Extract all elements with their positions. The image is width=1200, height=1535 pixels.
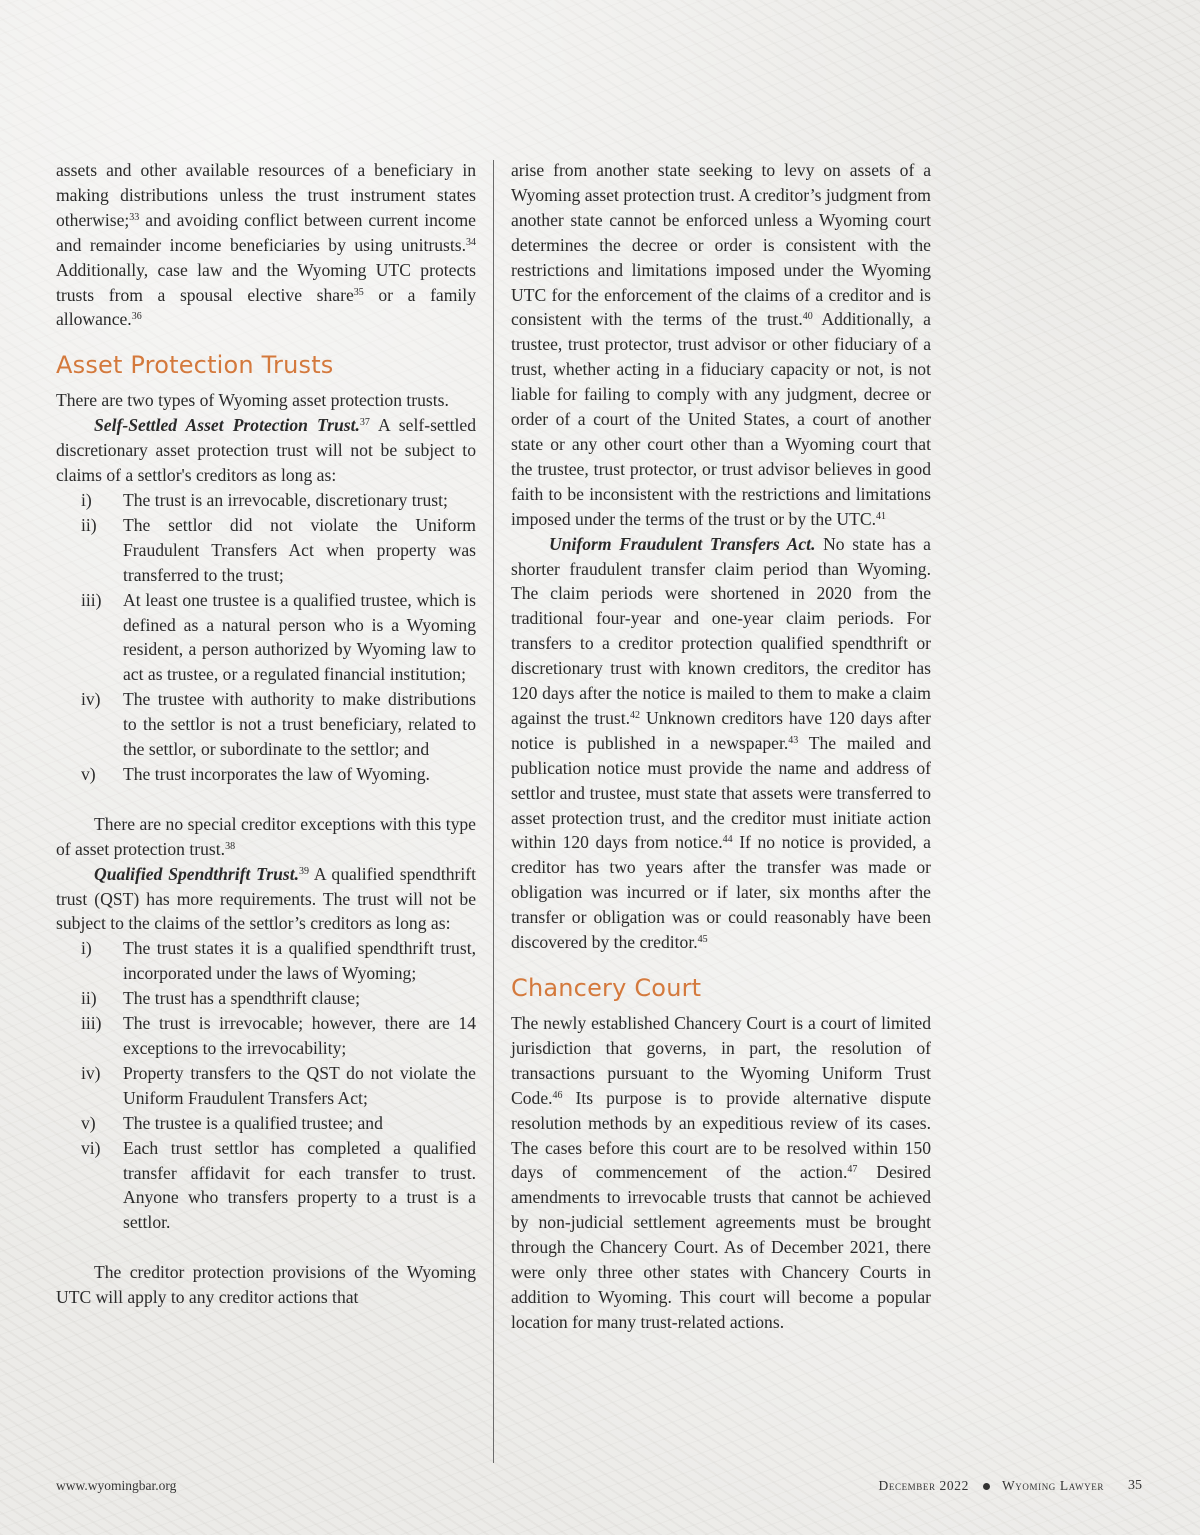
- list-item: v) The trustee is a qualified trustee; and: [81, 1112, 383, 1133]
- chancery-paragraph: The newly established Chancery Court is a court of limited jurisdiction that governs, in part, the resolution of transactions pursuant to the Wyoming Uniform Trust Code.$^{46}$ Its purpose is to provide alternative dispute resolution methods by an expeditious review of its cases. The cases before this court are to be resolved within 150 days of commencement of the action.$^{47}$ Desired amendments to irrevocable trusts that cannot be achieved by non-judicial settlement agreements must be brought through the Chancery Court. As of December 2021, there were only three other states with Chancery Courts in addition to Wyoming. This court will become a popular location for many trust-related actions.: [511, 1013, 931, 1332]
- section-heading-chancery-court: Chancery Court: [511, 974, 702, 1002]
- footnote-ref: 35: [353, 286, 364, 298]
- list-item: i) The trust states it is a qualified spendthrift trust, incorporated under the laws of Wyoming;: [81, 938, 476, 984]
- footnote-ref: 40: [802, 311, 813, 323]
- footnote-ref: 39: [299, 865, 310, 877]
- list-item: i) The trust is an irrevocable, discretionary trust;: [81, 489, 448, 510]
- footnote-ref: 37: [359, 417, 370, 429]
- no-exceptions-paragraph: There are no special creditor exceptions with this type of asset protection trust.$^{38}$: [56, 813, 476, 859]
- footnote-ref: 47: [847, 1164, 858, 1176]
- footer-url[interactable]: www.wyomingbar.org: [56, 1478, 177, 1493]
- list-item: iv) The trustee with authority to make distributions to the settlor is not a trust beneficiary, related to the settlor, or subordinate to the settlor; and: [81, 689, 476, 760]
- ssapt-title: Self-Settled Asset Protection Trust.: [94, 415, 360, 436]
- section-heading-asset-protection: Asset Protection Trusts: [56, 351, 334, 380]
- footnote-ref: 33: [129, 211, 140, 223]
- list-item: iv) Property transfers to the QST do not violate the Uniform Fraudulent Transfers Act;: [81, 1062, 476, 1108]
- footnote-ref: 34: [466, 236, 476, 248]
- list-item: ii) The settlor did not violate the Uniform Fraudulent Transfers Act when property was transferred to the trust;: [81, 514, 476, 585]
- qst-title: Qualified Spendthrift Trust.: [94, 863, 300, 884]
- intro-paragraph: assets and other available resources of a beneficiary in making distributions unless the trust instrument states otherwise;$^{33}$ and avoiding conflict between current income and remainder income beneficiaries by using unitrusts.$^{34}$ Additionally, case law and the Wyoming UTC protects trusts from a spousal elective share$^{35}$ or a family allowance.$^{36}$: [56, 160, 476, 330]
- left-column: [56, 158, 476, 1310]
- footnote-ref: 42: [630, 709, 640, 721]
- footer-issue-info: [879, 1478, 1142, 1494]
- footnote-ref: 38: [225, 840, 236, 852]
- ufta-title: Uniform Fraudulent Transfers Act.: [549, 533, 816, 554]
- footnote-ref: 43: [788, 734, 799, 746]
- column-divider: [493, 160, 494, 1463]
- footnote-ref: 36: [131, 311, 142, 323]
- bullet-separator: [983, 1483, 990, 1490]
- list-item: ii) The trust has a spendthrift clause;: [81, 988, 360, 1009]
- qst-paragraph: Qualified Spendthrift Trust.$^{39}$ A qualified spendthrift trust (QST) has more requirements. The trust will not be subject to the claims of the settlor’s creditors as long as:: [56, 863, 476, 934]
- page-number: 35: [1128, 1478, 1142, 1493]
- footnote-ref: 41: [876, 510, 887, 522]
- ssapt-paragraph: Self-Settled Asset Protection Trust.$^{37}$ A self-settled discretionary asset protection trust will not be subject to claims of a settlor's creditors as long as:: [56, 415, 476, 486]
- footnote-ref: 44: [722, 834, 733, 846]
- list-item: iii) The trust is irrevocable; however, there are 14 exceptions to the irrevocability;: [81, 1013, 476, 1058]
- footer-magazine-name: Wyoming Lawyer: [1001, 1478, 1104, 1493]
- list-item: vi) Each trust settlor has completed a qualified transfer affidavit for each transfer to trust. Anyone who transfers property to a trust is a settlor.: [81, 1137, 476, 1233]
- qst-requirements-list: [56, 936, 476, 1235]
- closing-paragraph: The creditor protection provisions of the Wyoming UTC will apply to any creditor actions that: [56, 1262, 476, 1308]
- ufta-paragraph: Uniform Fraudulent Transfers Act. No state has a shorter fraudulent transfer claim period than Wyoming. The claim periods were shortened in 2020 from the traditional four-year and one-year claim periods. For transfers to a creditor protection qualified spendthrift or discretionary trust with known creditors, the creditor has 120 days after the notice is mailed to them to make a claim against the trust.$^{42}$ Unknown creditors have 120 days after notice is published in a newspaper.$^{43}$ The mailed and publication notice must provide the name and address of settlor and trustee, must state that assets were transferred to asset protection trust, and the creditor must initiate action within 120 days from notice.$^{44}$ If no notice is provided, a creditor has two years after the transfer was made or obligation was incurred or if later, six months after the transfer or obligation was or could reasonably have been discovered by the creditor.$^{45}$: [511, 533, 931, 953]
- ssapt-requirements-list: [56, 488, 476, 787]
- list-item: v) The trust incorporates the law of Wyoming.: [81, 763, 430, 784]
- foreign-judgment-paragraph: arise from another state seeking to levy on assets of a Wyoming asset protection trust. A creditor’s judgment from another state cannot be enforced unless a Wyoming court determines the decree or order is consistent with the restrictions and limitations imposed under the Wyoming UTC for the enforcement of the claims of a creditor and is consistent with the terms of the trust.$^{40}$ Additionally, a trustee, trust protector, trust advisor or other fiduciary of a trust, whether acting in a fiduciary capacity or not, is not liable for failing to comply with any judgment, decree or order of a court of the United States, a court of another state or any other court other than a Wyoming court that the trustee, trust protector, or trust advisor believes in good faith to be inconsistent with the restrictions and limitations imposed under the terms of the trust or by the UTC.$^{41}$: [511, 160, 931, 529]
- footnote-ref: 45: [697, 934, 708, 946]
- footer-issue-date: December 2022: [878, 1478, 969, 1493]
- footnote-ref: 46: [552, 1089, 563, 1101]
- right-column: [511, 158, 931, 1335]
- list-item: iii) At least one trustee is a qualified trustee, which is defined as a natural person who is a Wyoming resident, a person authorized by Wyoming law to act as trustee, or a regulated financial institution;: [81, 589, 476, 685]
- types-paragraph: There are two types of Wyoming asset protection trusts.: [56, 390, 449, 411]
